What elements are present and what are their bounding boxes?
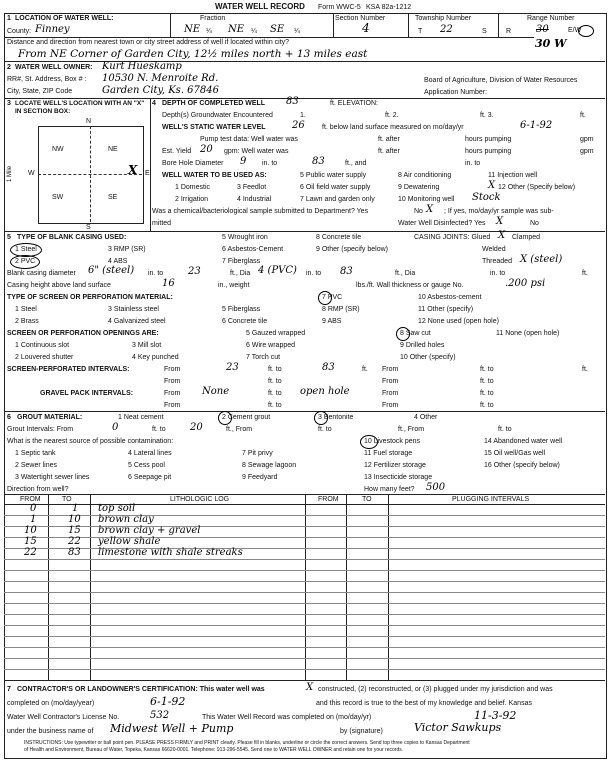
grout-from-value: 0 [112,422,119,433]
record-date-value: 11-3-92 [474,709,517,722]
diam1-value: 6" (steel) [88,265,135,276]
casing-1: 1 Steel [15,246,37,253]
chem-x: X [426,204,434,215]
ft-after-1: ft. after [378,136,400,143]
log-grid-line [4,581,605,582]
log-header-from: FROM [20,496,41,503]
perf-from-value: 23 [226,362,239,373]
log-from: 0 [30,503,37,514]
screen-1: 1 Steel [15,306,37,313]
sw-label: SW [52,194,64,201]
static-value: 26 [292,120,305,131]
weight-label: in., weight [218,282,250,289]
clamped-label: Clamped [512,234,541,241]
south-label: S [86,224,91,231]
depth-value: 83 [286,96,299,107]
contam-3: 3 Watertight sewer lines [15,474,90,481]
gravel-to-label-2: ft. to [480,390,494,397]
open-7: 7 Torch cut [246,354,281,361]
address-label: RR#, St. Address, Box # : [7,76,87,83]
lbs-label: lbs./ft. Wall thickness or gauge No. [356,282,464,289]
bentonite-circle [314,411,328,425]
business-value: Midwest Well + Pump [110,722,234,735]
gravel-from-value: None [202,386,230,397]
use-3: 3 Feedlot [237,184,267,191]
log-desc: limestone with shale streaks [98,547,243,558]
open-1: 1 Continuous slot [15,342,70,349]
cement-grout-circle [218,411,232,425]
log-header-to-2: TO [362,496,372,503]
perf-to-label-3: ft. to [268,378,282,385]
contam-7: 7 Pit privy [242,450,273,457]
instructions-line-1: INSTRUCTIONS: Use typewriter or ball point pen. PLEASE PRESS FIRMLY and PRINT clearly. Please fill in blanks, underline or circle the correct answers. Send top three copies to Kansas Department [24,740,470,746]
grout-to-label-2: ft. to [318,426,332,433]
log-grid-line [4,548,605,549]
grout-label: GROUT MATERIAL: [17,414,83,421]
mile-label: 1 Mile [7,165,14,183]
use-9: 9 Dewatering [398,184,440,191]
cert-x: X [306,682,314,693]
contam-14: 14 Abandoned water well [484,438,563,445]
fraction-label: Fraction [200,15,226,22]
gravel-to-label-3: ft. to [268,402,282,409]
city-value: Garden City, Ks. 67846 [102,85,219,96]
log-header-to: TO [62,496,72,503]
log-from: 15 [24,536,37,547]
hours-2: hours pumping [465,148,512,155]
log-grid-line [4,515,605,516]
use-12: 12 Other (Specify below) [498,184,576,191]
log-grid-line [4,647,605,648]
bore-value: 9 [240,156,247,167]
t-label: T [418,28,423,35]
contam-16: 16 Other (specify below) [484,462,560,469]
completed-value: 6-1-92 [150,695,186,708]
diam-in-to: in. to [490,270,506,277]
contam-5: 5 Cess pool [128,462,165,469]
bore-in-to: in. to [465,160,481,167]
log-desc: brown clay [98,514,154,525]
grout-2: 2 Cement grout [222,414,271,421]
threaded-label: Threaded [482,258,512,265]
bore-and: ft., and [345,160,367,167]
record-completed-label: This Water Well Record was completed on (mo/day/yr) [202,714,372,721]
gravel-from-label: From [164,390,181,397]
chem-no: No [414,208,423,215]
signature: Victor Sawkups [414,721,502,734]
screen-10: 10 Asbestos-cement [418,294,482,301]
casing-2: 2 PVC [15,258,36,265]
sec5-num: 5 [7,234,11,241]
board-label: Board of Agriculture, Division of Water Resources [424,77,578,84]
cert-label: CONTRACTOR'S OR LANDOWNER'S CERTIFICATION: This water well was [17,686,265,693]
gravel-from-label-4: From [382,402,399,409]
gravel-to-label: ft. to [268,390,282,397]
grout-3: 3 Bentonite [318,414,354,421]
log-to: 15 [68,525,81,536]
use-12-x: X [488,180,496,191]
contam-15: 15 Oil well/Gas well [484,450,546,457]
joints-label: CASING JOINTS: Glued [414,234,491,241]
cert-tail: constructed, (2) reconstructed, or (3) plugged under my jurisdiction and was [318,686,553,693]
contam-11: 11 Fuel storage [364,450,413,457]
frac3-value: SE [270,24,285,35]
how-many-value: 500 [426,482,446,493]
diam-to-1: in. to [148,270,164,277]
casing-9: 9 Other (specify below) [316,246,388,253]
screen-6: 6 Concrete tile [222,318,268,325]
use-other-value: Stock [472,192,501,203]
open-9: 9 Drilled holes [400,342,445,349]
livestock-circle [360,435,378,449]
city-label: City, State, ZIP Code [7,88,73,95]
west-label: W [28,170,35,177]
diam-to-2: in. to [306,270,322,277]
log-grid-line [4,570,605,571]
groundwater-label: Depth(s) Groundwater Encountered [162,112,273,119]
signature-label: by (signature) [340,728,383,735]
contam-6: 6 Seepage pit [128,474,172,481]
gauge-value: .200 psi [505,278,546,289]
log-grid-line [4,658,605,659]
gpm-1: gpm [580,136,594,143]
grout-to-label: ft. to [152,426,166,433]
use-label: WELL WATER TO BE USED AS: [162,172,267,179]
township-value: 22 [440,24,453,35]
use-8: 8 Air conditioning [398,172,452,179]
ft-after-2: ft. after [378,148,400,155]
location-x-mark: X [128,163,138,177]
distance-value: From NE Corner of Garden City, 12½ miles north + 13 miles east [18,48,368,60]
contam-9: 9 Feedyard [242,474,278,481]
how-many-label: How many feet? [364,486,415,493]
use-11: 11 Injection well [488,172,538,179]
grout-1: 1 Neat cement [118,414,164,421]
instructions-line-2: of Health and Environment, Bureau of Water, Topeka, Kansas 66620-0001. Telephone: 913-296-5545. Send one to WATER WELL OWNER and retain one for your records. [24,747,404,753]
use-2: 2 Irrigation [175,196,209,203]
perf-from-label-2: From [382,366,399,373]
diam-label: Blank casing diameter [7,270,76,277]
sec7-num: 7 [7,686,11,693]
diam2-value: 4 (PVC) [258,265,297,276]
log-grid-line [4,592,605,593]
quarter-symbol: ¼ [294,28,300,35]
s-label: S [482,28,487,35]
range-corrected: 30 W [535,37,567,50]
diam2-to-value: 83 [340,266,353,277]
screen-2: 2 Brass [15,318,39,325]
log-grid-line [4,537,605,538]
threaded-value: X (steel) [520,254,563,265]
yield-label: Est. Yield [162,148,192,155]
business-label: under the business name of [7,728,94,735]
log-to: 1 [72,503,79,514]
north-label: N [86,118,92,125]
range-label: Range Number [527,15,575,22]
grout-intervals-label: Grout Intervals: From [7,426,74,433]
sec6-num: 6 [7,414,11,421]
casing-8: 8 Concrete tile [316,234,362,241]
grout-to-value: 20 [190,422,203,433]
screen-11: 11 Other (specify) [418,306,474,313]
gw-ft: ft. [580,112,586,119]
perf-to-value: 83 [322,362,335,373]
disinfect-label: Water Well Disinfected? Yes [398,220,486,227]
distance-label: Distance and direction from nearest town or city street address of well if located within city? [7,39,290,46]
ew-label: E/W [568,27,582,34]
screen-5: 5 Fiberglass [222,306,261,313]
contam-10: 10 Livestock pens [364,438,421,445]
sec1-num: 1 [7,15,11,22]
use-4: 4 Industrial [237,196,272,203]
use-1: 1 Domestic [175,184,211,191]
gpm-2: gpm [580,148,594,155]
east-label: E [145,170,150,177]
chem-tail: ; If yes, mo/day/yr sample was sub- [444,208,554,215]
county-value: Finney [35,24,70,35]
perf-to-label-4: ft. to [480,378,494,385]
contam-4: 4 Lateral lines [128,450,172,457]
use-6: 6 Oil field water supply [300,184,371,191]
open-8: 8 Saw cut [400,330,431,337]
log-header-litho: LITHOLOGIC LOG [170,496,230,503]
chem-question: Was a chemical/bacteriological sample submitted to Department? Yes [152,208,369,215]
grout-ft-from-2: ft., From [398,426,425,433]
screen-12: 12 None used (open hole) [418,318,499,325]
log-header-plug: PLUGGING INTERVALS [452,496,530,503]
grout-to-label-3: ft. to [498,426,512,433]
open-10: 10 Other (specify) [400,354,456,361]
address-value: 10530 N. Menroite Rd. [102,73,219,84]
log-to: 10 [68,514,81,525]
height-label: Casing height above land surface [7,282,111,289]
log-desc: brown clay + gravel [98,525,201,536]
perf-to-label-2: ft. to [480,366,494,373]
open-4: 4 Key punched [132,354,179,361]
static-date: 6-1-92 [520,120,553,131]
perf-from-label-4: From [382,378,399,385]
open-6: 6 Wire wrapped [246,342,296,349]
log-desc: yellow shale [98,536,161,547]
license-label: Water Well Contractor's License No. [7,714,120,721]
gw-1: 1. [300,112,306,119]
saw-cut-circle [396,327,410,341]
section-value: 4 [362,21,370,35]
ksa-ref: KSA 82a-1212 [366,4,412,11]
completed-tail: and this record is true to the best of my knowledge and belief. Kansas [316,700,532,707]
perf-from-label-3: From [164,378,181,385]
perf-from-label: From [164,366,181,373]
direction-label: Direction from well? [7,486,69,493]
log-grid-line [4,526,605,527]
range-struck: 30 [536,24,549,35]
log-grid-line [4,603,605,604]
use-10: 10 Monitoring well [398,196,455,203]
log-from: 10 [24,525,37,536]
perf-ft: ft. [362,366,368,373]
log-to: 83 [68,547,81,558]
screen-3: 3 Stainless steel [108,306,159,313]
casing-5: 5 Wrought iron [222,234,268,241]
perf-label: SCREEN-PERFORATED INTERVALS: [7,366,130,373]
log-grid-line [4,614,605,615]
openings-label: SCREEN OR PERFORATION OPENINGS ARE: [7,330,159,337]
joint-x: X [498,230,506,241]
open-2: 2 Louvered shutter [15,354,74,361]
use-5: 5 Public water supply [300,172,367,179]
application-label: Application Number: [424,89,488,96]
grout-4: 4 Other [414,414,438,421]
depth-label: DEPTH OF COMPLETED WELL [162,100,266,107]
gravel-from-label-3: From [164,402,181,409]
quarter-symbol: ¼ [251,28,257,35]
pvc-screen-circle [318,291,332,305]
gravel-from-label-2: From [382,390,399,397]
perf-to-label: ft. to [268,366,282,373]
diam-ft: ft. [582,270,588,277]
gravel-to-label-4: ft. to [480,402,494,409]
yield-tail: gpm: Well water was [224,148,289,155]
pvc-circle [10,255,40,269]
static-tail: ft. below land surface measured on mo/day/yr [322,124,464,131]
open-5: 5 Gauzed wrapped [246,330,306,337]
frac2-value: NE [228,24,245,35]
screen-label: TYPE OF SCREEN OR PERFORATION MATERIAL: [7,294,173,301]
gw-3: ft. 3. [480,112,494,119]
log-desc: top soil [98,503,136,514]
open-11: 11 None (open hole) [496,330,560,337]
yield-value: 20 [200,144,213,155]
frac1-value: NE [184,24,201,35]
hours-1: hours pumping [465,136,512,143]
log-grid-line [4,559,605,560]
owner-value: Kurt Hueskamp [102,61,182,72]
log-header-from-2: FROM [318,496,339,503]
grout-ft-from: ft., From [226,426,253,433]
chem-mitted: mitted [152,220,172,227]
diam-dia-1: ft., Dia [230,270,251,277]
bore-label: Bore Hole Diameter [162,160,224,167]
contam-1: 1 Septic tank [15,450,56,457]
form-title: WATER WELL RECORD [215,2,305,11]
r-label: R [506,28,512,35]
screen-9: 9 ABS [322,318,342,325]
contam-13: 13 Insecticide storage [364,474,433,481]
log-from: 1 [30,514,37,525]
disinfect-no: No [530,220,539,227]
screen-8: 8 RMP (SR) [322,306,360,313]
elevation-label: ft. ELEVATION: [330,100,378,107]
sec3-label: LOCATE WELL'S LOCATION WITH AN "X" IN SECTION BOX: [15,100,145,115]
sec3-num: 3 [7,100,11,107]
gw-2: ft. 2. [385,112,399,119]
contam-2: 2 Sewer lines [15,462,58,469]
contam-question: What is the nearest source of possible contamination: [7,438,174,445]
sec4-num: 4 [152,100,156,107]
log-to: 22 [68,536,81,547]
contam-8: 8 Sewage lagoon [242,462,297,469]
casing-7: 7 Fiberglass [222,258,261,265]
gravel-to-value: open hole [300,386,350,397]
quarter-symbol: ¼ [206,28,212,35]
w-circle [578,25,594,37]
screen-7: 7 PVC [322,294,343,301]
bore-depth: 83 [312,156,325,167]
log-from: 22 [24,547,37,558]
gravel-label: GRAVEL PACK INTERVALS: [40,390,134,397]
se-label: SE [108,194,118,201]
sec1-label: LOCATION OF WATER WELL: [15,15,114,22]
perf-ft-2: ft. [582,366,588,373]
casing-4: 4 ABS [108,258,128,265]
log-grid-line [4,625,605,626]
township-label: Township Number [415,15,472,22]
county-label: County: [7,28,32,35]
open-3: 3 Mill slot [132,342,162,349]
owner-label: WATER WELL OWNER: [15,64,93,71]
license-value: 532 [150,710,170,721]
screen-4: 4 Galvanized steel [108,318,166,325]
bore-to: in. to [262,160,278,167]
welded-label: Welded [482,246,506,253]
static-label: WELL'S STATIC WATER LEVEL [162,124,266,131]
log-grid-line [4,636,605,637]
diam-dia-2: ft., Dia [395,270,416,277]
use-7: 7 Lawn and garden only [300,196,375,203]
completed-label: completed on (mo/day/year) [7,700,95,707]
pump-label: Pump test data: Well water was [200,136,298,143]
casing-label: TYPE OF BLANK CASING USED: [17,234,127,241]
casing-6: 6 Asbestos-Cement [222,246,284,253]
diam1-to-value: 23 [188,266,201,277]
log-grid-line [4,669,605,670]
casing-3: 3 RMP (SR) [108,246,146,253]
height-value: 16 [162,278,175,289]
disinfect-x: X [496,216,504,227]
sec2-num: 2 [7,64,11,71]
form-number: Form WWC-5 [318,4,361,11]
contam-12: 12 Fertilizer storage [364,462,426,469]
nw-label: NW [52,146,64,153]
section-label: Section Number [335,15,386,22]
ne-label: NE [108,146,118,153]
